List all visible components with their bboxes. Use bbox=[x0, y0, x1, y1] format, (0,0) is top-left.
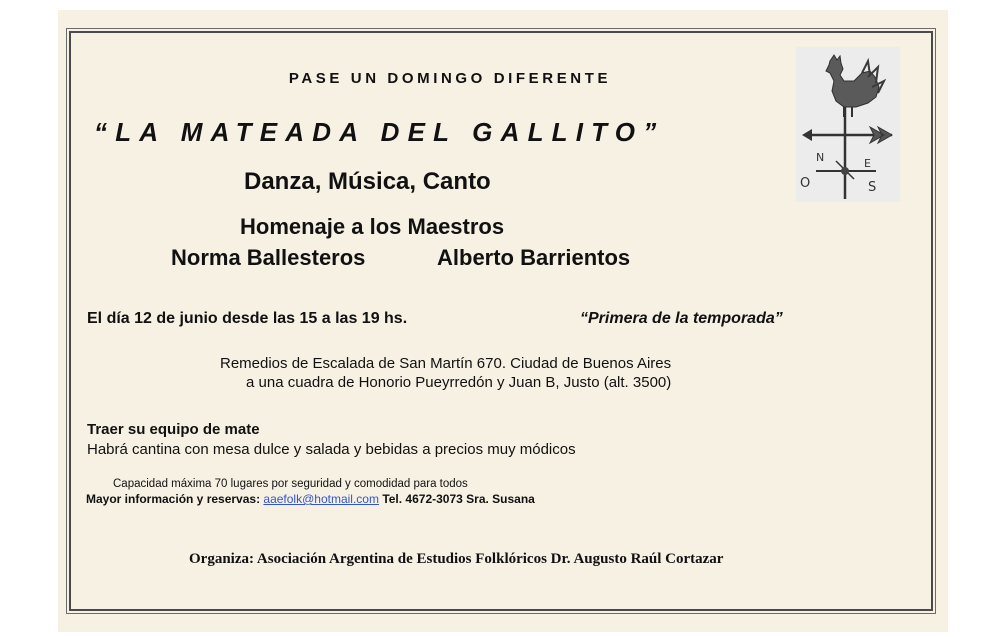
tagline: PASE UN DOMINGO DIFERENTE bbox=[288, 70, 612, 87]
address-line: Remedios de Escalada de San Martín 670. Ciudad de Buenos Aires bbox=[220, 355, 672, 372]
rooster-weathervane-icon bbox=[796, 47, 900, 202]
event-date: El día 12 de junio desde las 15 a las 19 hs. bbox=[87, 310, 408, 327]
compass-o: O bbox=[800, 176, 811, 191]
mate-note: Traer su equipo de mate bbox=[87, 421, 260, 438]
maestro-name: Alberto Barrientos bbox=[437, 245, 631, 270]
compass-s: S bbox=[868, 180, 877, 195]
season-note: “Primera de la temporada” bbox=[580, 310, 783, 327]
maestro-name: Norma Ballesteros bbox=[171, 245, 366, 270]
event-title: “LA MATEADA DEL GALLITO” bbox=[94, 117, 665, 147]
contact-phone: Tel. 4672-3073 Sra. Susana bbox=[378, 492, 535, 506]
capacity-note: Capacidad máxima 70 lugares por seguridad y comodidad para todos bbox=[113, 478, 468, 490]
homage-heading: Homenaje a los Maestros bbox=[240, 214, 505, 239]
contact-label: Mayor información y reservas: bbox=[86, 492, 264, 506]
organizer: Organiza: Asociación Argentina de Estudios Folklóricos Dr. Augusto Raúl Cortazar bbox=[189, 551, 724, 567]
compass-n: N bbox=[816, 151, 825, 164]
event-subtitle: Danza, Música, Canto bbox=[244, 168, 491, 195]
address-directions: a una cuadra de Honorio Pueyrredón y Juan B, Justo (alt. 3500) bbox=[246, 374, 672, 391]
compass-e: E bbox=[864, 157, 871, 170]
email-link[interactable]: aaefolk@hotmail.com bbox=[263, 492, 379, 506]
contact-info bbox=[86, 492, 535, 506]
cantina-note: Habrá cantina con mesa dulce y salada y bebidas a precios muy módicos bbox=[87, 441, 576, 458]
weathervane-graphic bbox=[796, 47, 900, 202]
